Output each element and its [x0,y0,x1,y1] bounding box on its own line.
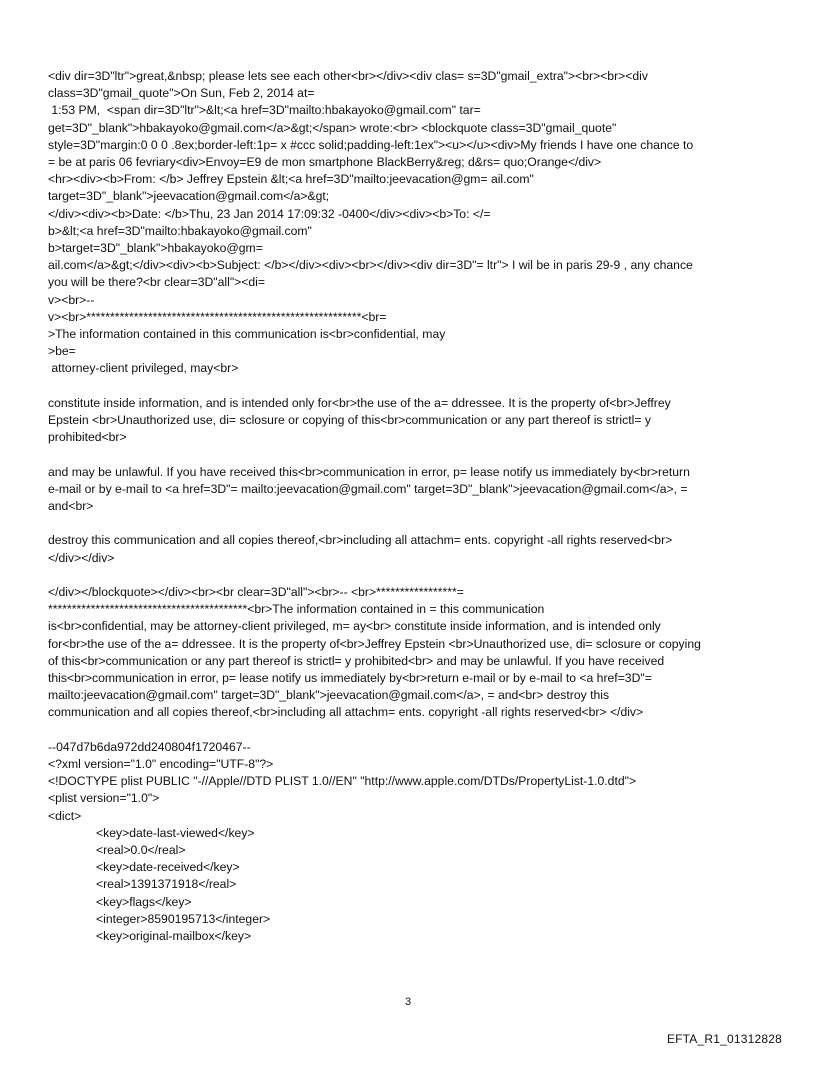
text-line: </div></blockquote></div><br><br clear=3D"all"><br>-- <br>*****************= [48,585,464,600]
text-line: of this<br>communication or any part thereof is strictl= y prohibited<br> and may be unlawful. If you have received [48,653,665,668]
plist-entry: <key>date-received</key> [96,860,240,875]
doctype-line: <!DOCTYPE plist PUBLIC "-//Apple//DTD PLIST 1.0//EN" "http://www.apple.com/DTDs/PropertyList-1.0.dtd"> [48,774,637,789]
blank-line [48,515,776,532]
text-line: and may be unlawful. If you have received this<br>communication in error, p= lease notify us immediately by<br>return [48,464,690,479]
text-line: ******************************************<br>The information contained in = this communication [48,602,545,617]
text-line: </div></div> [48,550,115,565]
dict-open: <dict> [48,808,82,823]
plist-entry: <key>flags</key> [96,894,192,909]
text-line: attorney-client privileged, may<br> [48,361,239,376]
text-line: mailto:jeevacation@gmail.com" target=3D"_blank">jeevacation@gmail.com</a>, = and<br> destroy this [48,688,610,703]
text-line: target=3D"_blank">jeevacation@gmail.com</a>&gt; [48,189,330,204]
text-line: </div><div><b>Date: </b>Thu, 23 Jan 2014 17:09:32 -0400</div><div><b>To: </= [48,206,491,221]
plist-entry: <key>original-mailbox</key> [96,929,252,944]
blank-line [48,446,776,463]
text-line: v><br>**********************************************************<br= [48,309,387,324]
text-line: >The information contained in this communication is<br>confidential, may [48,327,446,342]
text-line: Epstein <br>Unauthorized use, di= sclosure or copying of this<br>communication or any part thereof is strictl= y [48,413,651,428]
text-line: <hr><div><b>From: </b> Jeffrey Epstein &lt;<a href=3D"mailto:jeevacation@gm= ail.com" [48,172,534,187]
text-line: <div dir=3D"ltr">great,&nbsp; please lets see each other<br></div><div clas= s=3D"gmail_extra"><br><br><div [48,69,648,83]
text-line: for<br>the use of the a= ddressee. It is the property of<br>Jeffrey Epstein <br>Unauthorized use, di= sclosure or copying [48,636,701,651]
document-id: EFTA_R1_01312828 [666,1032,782,1046]
document-body [48,68,776,945]
text-line: you will be there?<br clear=3D"all"><di= [48,275,265,290]
blank-line [48,722,776,739]
plist-entry: <integer>8590195713</integer> [96,911,271,926]
text-line: b>&lt;<a href=3D"mailto:hbakayoko@gmail.com" [48,223,312,238]
text-line: 1:53 PM, <span dir=3D"ltr">&lt;<a href=3D"mailto:hbakayoko@gmail.com" tar= [48,103,481,118]
text-line: style=3D"margin:0 0 0 .8ex;border-left:1p= x #ccc solid;padding-left:1ex"><u></u><div>My friends I have one chance to [48,137,694,152]
text-line: prohibited<br> [48,430,127,445]
blank-line [48,378,776,395]
text-line: >be= [48,344,76,359]
plist-entry: <real>0.0</real> [96,843,186,858]
xml-declaration: <?xml version="1.0" encoding="UTF-8"?> [48,757,274,772]
text-line: v><br>-- [48,292,95,307]
text-line: e-mail or by e-mail to <a href=3D"= mailto:jeevacation@gmail.com" target=3D"_blank">jeevacation@gmail.com</a>, = [48,481,688,496]
blank-line [48,567,776,584]
page-number: 3 [404,996,412,1008]
text-line: class=3D"gmail_quote">On Sun, Feb 2, 2014 at= [48,86,315,101]
mime-boundary: --047d7b6da972dd240804f1720467-- [48,739,251,754]
plist-entry: <key>date-last-viewed</key> [96,825,255,840]
text-line: constitute inside information, and is intended only for<br>the use of the a= ddressee. It is the property of<br>Jeffrey [48,395,671,410]
text-line: destroy this communication and all copies thereof,<br>including all attachm= ents. copyright -all rights reserved<br> [48,533,673,548]
text-line: this<br>communication in error, p= lease notify us immediately by<br>return e-mail or by e-mail to <a href=3D"= [48,671,652,686]
text-line: = be at paris 06 fevriary<div>Envoy=E9 de mon smartphone BlackBerry&reg; d&rs= quo;Orange</div> [48,155,602,170]
text-line: b>target=3D"_blank">hbakayoko@gm= [48,241,263,256]
text-line: and<br> [48,499,94,514]
text-line: ail.com</a>&gt;</div><div><b>Subject: </b></div><div><br></div><div dir=3D"= ltr"> I wil be in paris 29-9 , any chance [48,258,693,273]
text-line: is<br>confidential, may be attorney-client privileged, m= ay<br> constitute inside information, and is intended only [48,619,661,634]
plist-entry: <real>1391371918</real> [96,877,237,892]
text-line: communication and all copies thereof,<br>including all attachm= ents. copyright -all rights reserved<br> </div> [48,705,644,720]
plist-open: <plist version="1.0"> [48,791,160,806]
text-line: get=3D"_blank">hbakayoko@gmail.com</a>&gt;</span> wrote:<br> <blockquote class=3D"gmail_quote" [48,120,617,135]
